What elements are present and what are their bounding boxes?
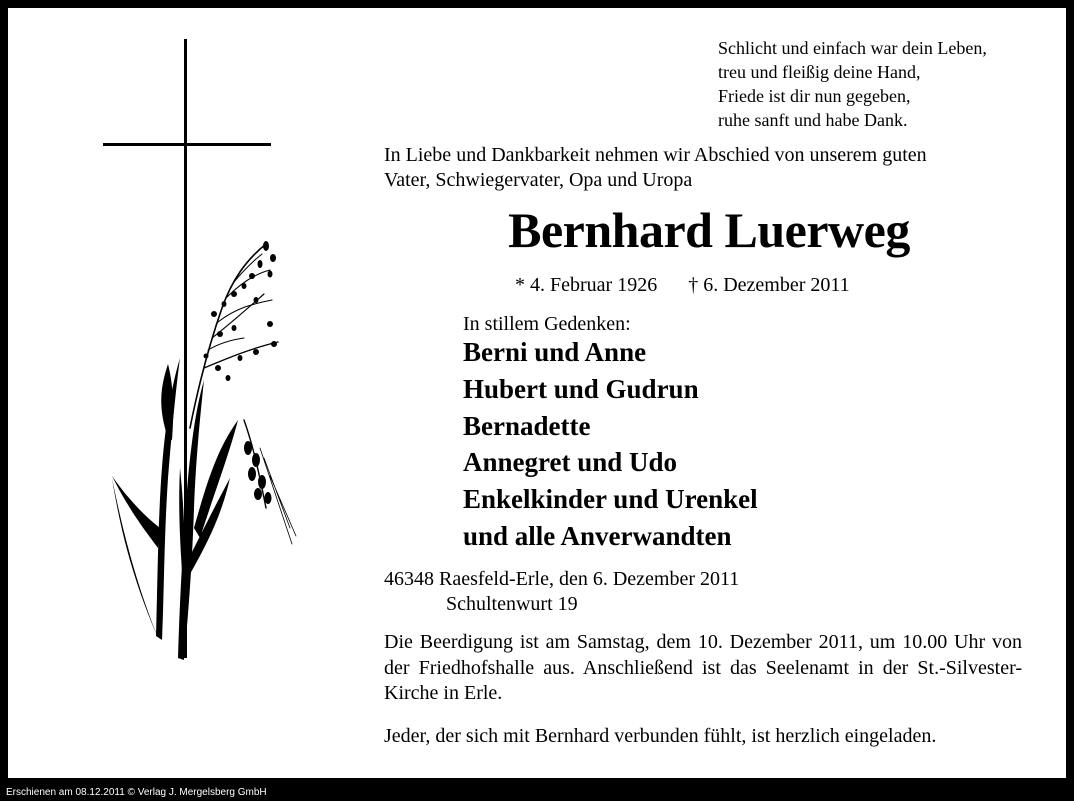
farewell-intro [384, 143, 927, 193]
intro-line-2: Vater, Schwiegervater, Opa und Uropa [384, 169, 693, 191]
street-address: Schultenwurt 19 [446, 593, 578, 615]
place-and-date: 46348 Raesfeld-Erle, den 6. Dezember 2011 [384, 568, 740, 590]
death-date: † 6. Dezember 2011 [688, 274, 850, 296]
life-dates [515, 272, 850, 298]
birth-date: * 4. Februar 1926 [515, 274, 658, 296]
memorial-poem [718, 36, 987, 132]
mourner-name: Berni und Anne [463, 337, 647, 367]
funeral-details: Die Beerdigung ist am Samstag, dem 10. Dezember 2011, um 10.00 Uhr von der Friedhofshalle aus. Anschließend ist das Seelenamt in der St.-Silvester-Kirche in Erle. [384, 631, 1022, 704]
mourner-name: Hubert und Gudrun [463, 373, 699, 404]
closing-invitation: Jeder, der sich mit Bernhard verbunden fühlt, ist herzlich eingeladen. [384, 725, 937, 747]
mourner-name: Enkelkinder und Urenkel [463, 484, 758, 515]
poem-line: ruhe sanft und habe Dank. [718, 110, 908, 130]
intro-line-1: In Liebe und Dankbarkeit nehmen wir Abschied von unserem guten [384, 144, 927, 166]
mourners-heading: In stillem Gedenken: [463, 313, 631, 335]
cross-and-grass-artwork [8, 8, 338, 688]
mourner-name: und alle Anverwandten [463, 520, 732, 551]
grass-plant-icon [112, 241, 296, 660]
poem-line: treu und fleißig deine Hand, [718, 62, 921, 82]
poem-line: Schlicht und einfach war dein Leben, [718, 38, 987, 58]
poem-line: Friede ist dir nun gegeben, [718, 86, 911, 106]
publication-footer: Erschienen am 08.12.2011 © Verlag J. Mergelsberg GmbH [6, 787, 267, 798]
mourners-list [463, 334, 758, 555]
mourner-name: Annegret und Udo [463, 447, 678, 478]
mourner-name: Bernadette [463, 410, 591, 441]
obituary-card [8, 8, 1066, 778]
deceased-name: Bernhard Luerweg [508, 202, 910, 258]
family-address [384, 567, 739, 617]
